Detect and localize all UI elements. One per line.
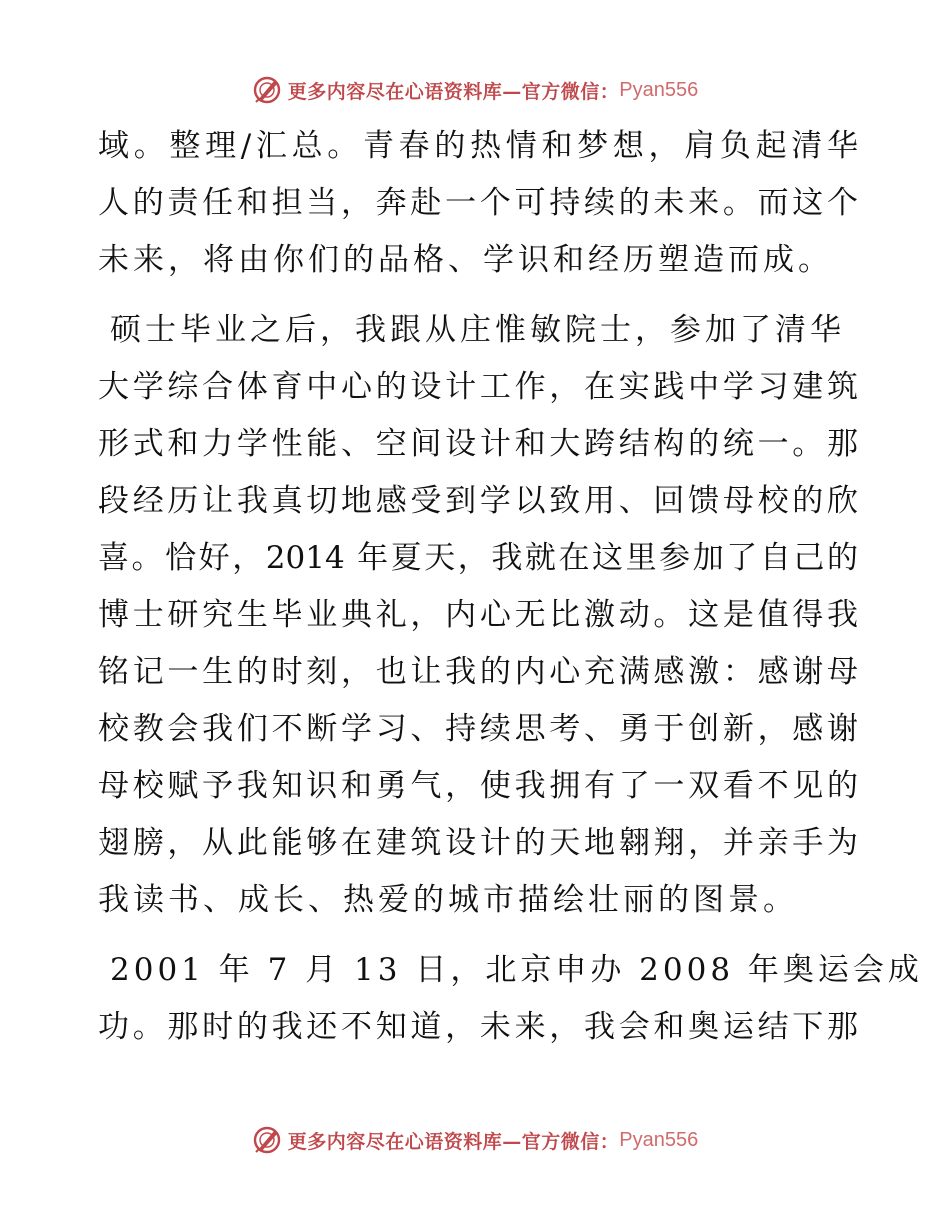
text-line: 段经历让我真切地感受到学以致用、回馈母校的欣 xyxy=(98,483,858,519)
text-line: 未来，将由你们的品格、学识和经历塑造而成。 xyxy=(98,242,833,278)
text-line: 硕士毕业之后，我跟从庄惟敏院士，参加了清华 xyxy=(110,312,845,348)
text-line: 大学综合体育中心的设计工作，在实践中学习建筑 xyxy=(98,369,858,405)
header-watermark-banner xyxy=(0,70,950,110)
text-line: 喜。恰好，2014 年夏天，我就在这里参加了自己的 xyxy=(98,540,858,576)
text-line: 博士研究生毕业典礼，内心无比激动。这是值得我 xyxy=(98,597,858,633)
paragraph xyxy=(98,118,858,289)
text-line: 翅膀，从此能够在建筑设计的天地翱翔，并亲手为 xyxy=(98,825,858,861)
quill-pen-icon xyxy=(252,1125,282,1155)
paragraph xyxy=(98,302,858,929)
text-line: 2001 年 7 月 13 日，北京申办 2008 年奥运会成 xyxy=(110,952,923,988)
text-line: 母校赋予我知识和勇气，使我拥有了一双看不见的 xyxy=(98,768,858,804)
watermark-text: 更多内容尽在心语资料库—官方微信： xyxy=(287,80,620,103)
text-line: 人的责任和担当，奔赴一个可持续的未来。而这个 xyxy=(98,185,858,221)
text-line: 我读书、成长、热爱的城市描绘壮丽的图景。 xyxy=(98,882,798,918)
quill-pen-icon xyxy=(252,75,282,105)
text-line: 功。那时的我还不知道，未来，我会和奥运结下那 xyxy=(98,1009,858,1045)
text-line: 域。整理/汇总。青春的热情和梦想，肩负起清华 xyxy=(98,128,858,164)
text-line: 校教会我们不断学习、持续思考、勇于创新，感谢 xyxy=(98,711,858,747)
paragraph xyxy=(98,942,923,1056)
footer-watermark-banner xyxy=(0,1120,950,1160)
wechat-handle: Pyan556 xyxy=(619,78,699,101)
text-line: 形式和力学性能、空间设计和大跨结构的统一。那 xyxy=(98,426,858,462)
text-line: 铭记一生的时刻，也让我的内心充满感激：感谢母 xyxy=(98,654,858,690)
wechat-handle: Pyan556 xyxy=(619,1128,699,1151)
document-body xyxy=(98,118,923,1056)
watermark-text: 更多内容尽在心语资料库—官方微信： xyxy=(287,1130,620,1153)
